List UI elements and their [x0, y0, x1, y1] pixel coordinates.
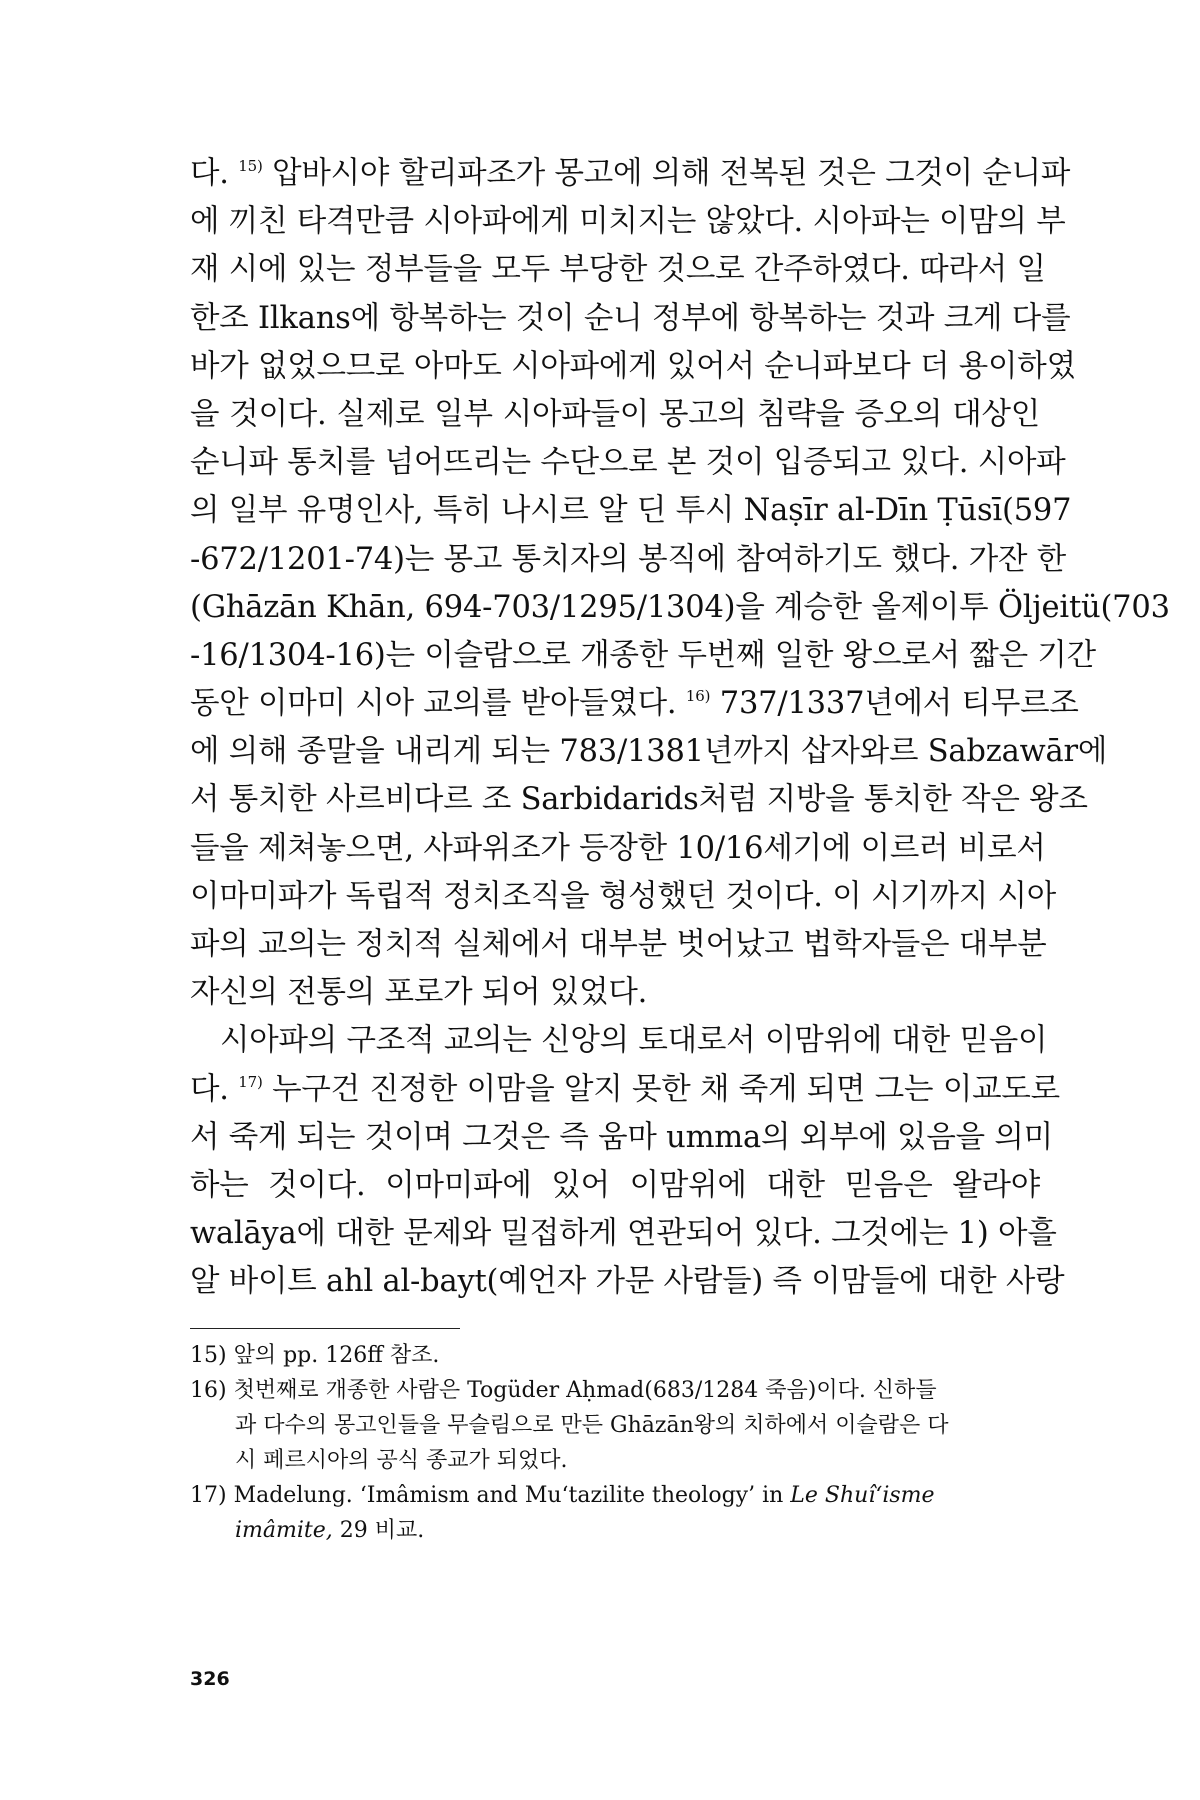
page-number: 326: [190, 1668, 230, 1690]
footnote-17-cont: imâmite, 29 비교.: [235, 1518, 425, 1543]
footnote-ref-17: 17): [238, 1072, 263, 1091]
paragraph-start: 시아파의 구조적 교의는 신앙의 토대로서 이맘위에 대한 믿음이: [220, 1023, 1048, 1059]
footnote-16-cont: 과 다수의 몽고인들을 무슬림으로 만든 Ghāzān왕의 치하에서 이슬람은 다: [235, 1413, 949, 1438]
text-line: 서 통치한 사르비다르 조 Sarbidarids처럼 지방을 통치한 작은 왕조: [190, 782, 1088, 818]
text-line: 한조 Ilkans에 항복하는 것이 순니 정부에 항복하는 것과 크게 다를: [190, 300, 1071, 336]
text-line: 파의 교의는 정치적 실체에서 대부분 벗어났고 법학자들은 대부분: [190, 927, 1047, 962]
text-line: 자신의 전통의 포로가 되어 있었다.: [190, 975, 648, 1011]
footnote-ref-15: 15): [238, 157, 263, 175]
text-line: 알 바이트 ahl al-bayt(예언자 가문 사람들) 즉 이맘들에 대한 사랑: [190, 1264, 1065, 1300]
text-line: 에 끼친 타격만큼 시아파에게 미치지는 않았다. 시아파는 이맘의 부: [190, 204, 1066, 240]
text-line: -16/1304-16)는 이슬람으로 개종한 두번째 일한 왕으로서 짧은 기간: [190, 637, 1096, 673]
text-line: walāya에 대한 문제와 밀접하게 연관되어 있다. 그것에는 1) 아흘: [190, 1216, 1057, 1252]
text-line: (Ghāzān Khān, 694-703/1295/1304)을 계승한 올제이투 Öljeitü(703: [190, 589, 1170, 625]
text-line: 재 시에 있는 정부들을 모두 부당한 것으로 간주하였다. 따라서 일: [190, 252, 1046, 288]
text-line: -672/1201-74)는 몽고 통치자의 봉직에 참여하기도 했다. 가잔 한: [190, 541, 1067, 577]
text-line: 에 의해 종말을 내리게 되는 783/1381년까지 삽자와르 Sabzawār에: [190, 734, 1108, 770]
text-line: 다. $^{17)}$ 누구건 진정한 이맘을 알지 못한 채 죽게 되면 그는 이교도로: [190, 1071, 1060, 1107]
book-title: Le Shuî‘isme: [790, 1483, 935, 1508]
text-line: 바가 없었으므로 아마도 시아파에게 있어서 순니파보다 더 용이하였: [190, 348, 1076, 384]
footnote-16-cont: 시 페르시아의 공식 종교가 되었다.: [235, 1448, 568, 1473]
main-text: [190, 150, 1170, 1307]
text-line: 들을 제쳐놓으면, 사파위조가 등장한 10/16세기에 이르러 비로서: [190, 830, 1046, 866]
footnote-separator: [190, 1328, 460, 1329]
text-line: 의 일부 유명인사, 특히 나시르 알 딘 투시 Naṣīr al-Dīn Ṭūsī(597: [190, 493, 1072, 529]
text-line: 이마미파가 독립적 정치조직을 형성했던 것이다. 이 시기까지 시아: [190, 878, 1057, 914]
text-line: 다. $^{15)}$ 압바시야 할리파조가 몽고에 의해 전복된 것은 그것이 순니파: [190, 156, 1071, 191]
footnote-15: 15) 앞의 pp. 126ff 참조.: [190, 1343, 440, 1368]
footnote-16: 16) 첫번째로 개종한 사람은 Togüder Aḥmad(683/1284 죽음)이다. 신하들: [190, 1378, 937, 1403]
text-line: 서 죽게 되는 것이며 그것은 즉 움마 umma의 외부에 있음을 의미: [190, 1119, 1053, 1155]
text-line: 하는 것이다. 이마미파에 있어 이맘위에 대한 믿음은 왈라야: [190, 1167, 1040, 1203]
footnote-17: 17) Madelung. ‘Imâmism and Mu‘tazilite theology’ in Le Shuî‘isme: [190, 1483, 935, 1508]
book-title: imâmite,: [235, 1518, 333, 1543]
footnote-ref-16: 16): [685, 687, 711, 706]
text-line: 동안 이마미 시아 교의를 받아들였다. $^{16)}$ 737/1337년에서 티무르조: [190, 686, 1079, 722]
footnotes: [190, 1338, 1040, 1548]
text-line: 순니파 통치를 넘어뜨리는 수단으로 본 것이 입증되고 있다. 시아파: [190, 445, 1066, 481]
text-line: 을 것이다. 실제로 일부 시아파들이 몽고의 침략을 증오의 대상인: [190, 396, 1040, 432]
